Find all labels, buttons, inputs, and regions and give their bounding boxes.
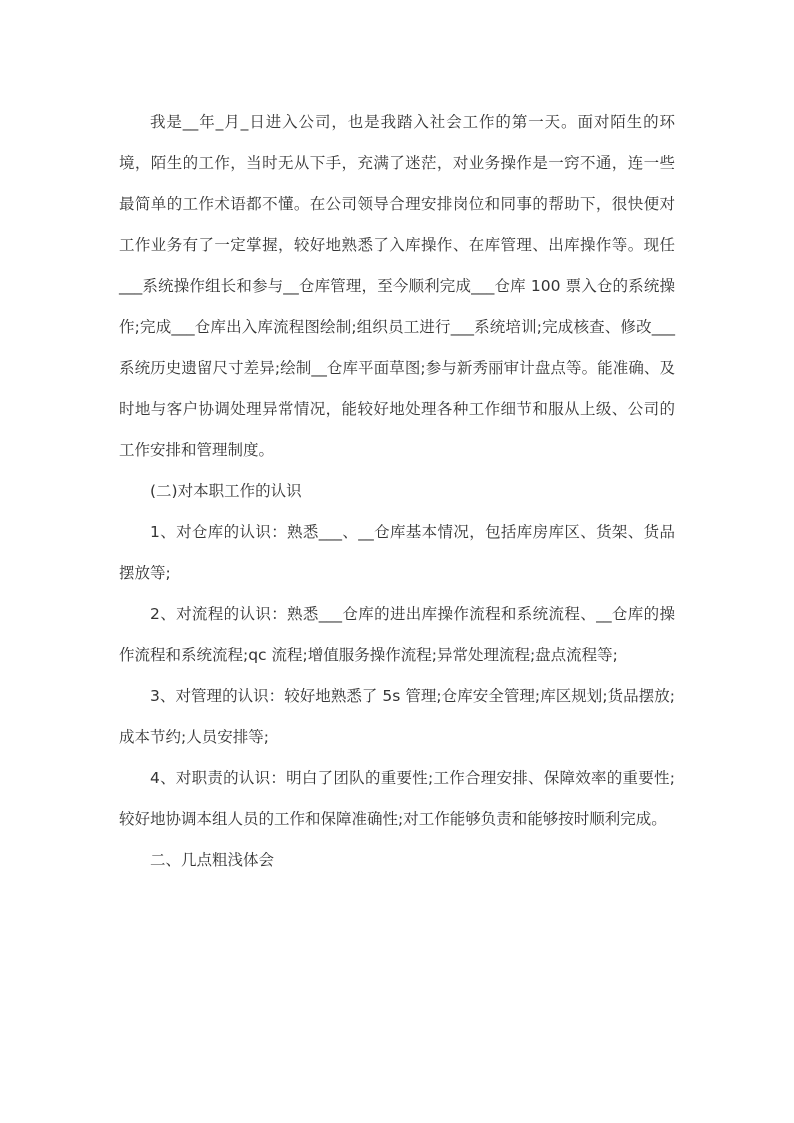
paragraph-process: 2、对流程的认识：熟悉___仓库的进出库操作流程和系统流程、__仓库的操作流程和系统流程;qc 流程;增值服务操作流程;异常处理流程;盘点流程等;	[119, 605, 675, 664]
section-heading-experience: 二、几点粗浅体会	[150, 851, 275, 869]
document-body	[119, 102, 675, 881]
paragraph-intro: 我是__年_月_日进入公司，也是我踏入社会工作的第一天。面对陌生的环境，陌生的工作，当时无从下手，充满了迷茫，对业务操作是一窍不通，连一些最简单的工作术语都不懂。在公司领导合理安排岗位和同事的帮助下，很快便对工作业务有了一定掌握，较好地熟悉了入库操作、在库管理、出库操作等。现任___系统操作组长和参与__仓库管理，至今顺利完成___仓库 100 票入仓的系统操作;完成___仓库出入库流程图绘制;组织员工进行___系统培训;完成核查、修改___系统历史遗留尺寸差异;绘制__仓库平面草图;参与新秀丽审计盘点等。能准确、及时地与客户协调处理异常情况，能较好地处理各种工作细节和服从上级、公司的工作安排和管理制度。	[119, 113, 675, 459]
paragraph-management: 3、对管理的认识：较好地熟悉了 5s 管理;仓库安全管理;库区规划;货品摆放;成本节约;人员安排等;	[119, 687, 675, 746]
paragraph-responsibility: 4、对职责的认识：明白了团队的重要性;工作合理安排、保障效率的重要性;较好地协调本组人员的工作和保障准确性;对工作能够负责和能够按时顺利完成。	[119, 769, 675, 828]
section-heading-job-understanding: (二)对本职工作的认识	[150, 482, 302, 500]
paragraph-warehouse: 1、对仓库的认识：熟悉___、__仓库基本情况，包括库房库区、货架、货品摆放等;	[119, 523, 675, 582]
